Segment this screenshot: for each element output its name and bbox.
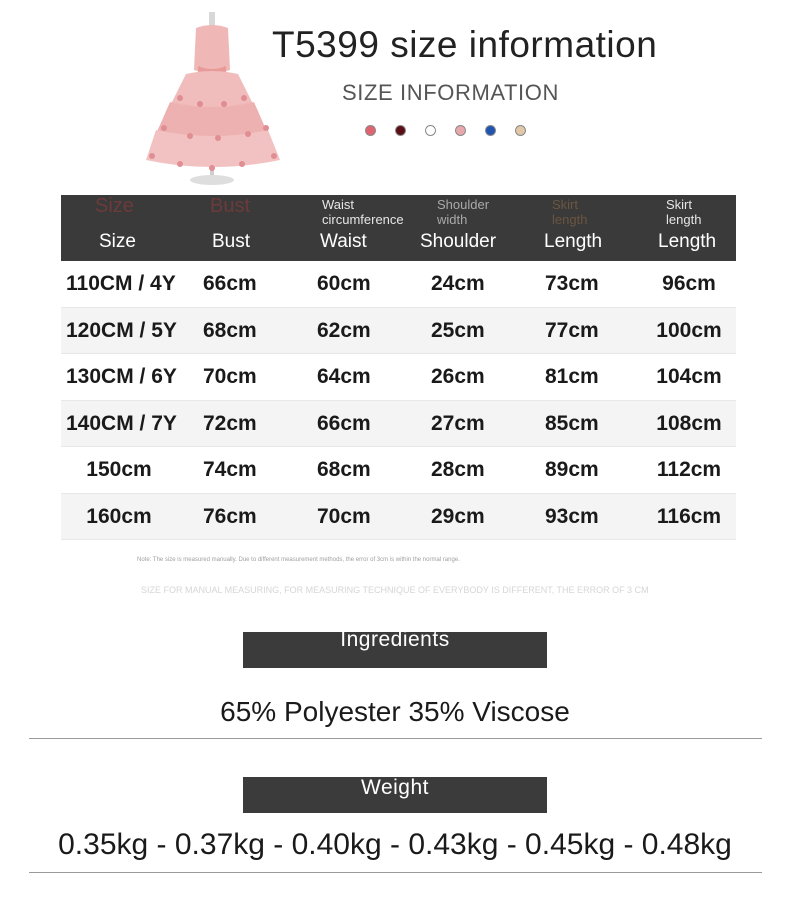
table-cell: 28cm <box>431 458 485 481</box>
header-bust <box>196 195 306 261</box>
table-cell: 66cm <box>317 411 371 435</box>
table-cell: 100cm <box>656 318 722 342</box>
table-cell: 60cm <box>317 272 371 295</box>
header-label: Length <box>544 231 603 252</box>
table-cell: 116cm <box>656 504 722 528</box>
table-cell: 72cm <box>203 411 257 435</box>
weight-band <box>243 777 547 813</box>
table-cell: 24cm <box>431 272 485 295</box>
header-ghost-label: Waist circumference <box>322 197 404 227</box>
page-subtitle: SIZE INFORMATION <box>342 80 559 105</box>
table-row <box>61 308 736 355</box>
table-body <box>61 261 736 540</box>
table-cell: 112cm <box>656 458 722 481</box>
table-cell: 27cm <box>431 411 485 435</box>
table-cell: 93cm <box>545 504 599 528</box>
table-cell: 89cm <box>545 458 599 481</box>
table-cell: 110CM / 4Y <box>66 272 176 295</box>
table-cell: 70cm <box>203 365 257 388</box>
header-ghost-label: Shoulder width <box>437 197 490 227</box>
table-row <box>61 447 736 494</box>
table-cell: 85cm <box>545 411 599 435</box>
weight-value: 0.35kg - 0.37kg - 0.40kg - 0.43kg - 0.45kg - 0.48kg <box>58 828 732 861</box>
table-cell: 25cm <box>431 318 485 342</box>
table-cell: 120CM / 5Y <box>66 318 177 342</box>
divider <box>29 872 762 873</box>
dress-photo <box>140 10 285 188</box>
weight-label: Weight <box>361 776 429 799</box>
table-cell: 64cm <box>317 365 371 388</box>
table-header <box>61 195 736 261</box>
header-shoulder <box>416 195 526 261</box>
table-row <box>61 401 736 448</box>
table-cell: 26cm <box>431 365 485 388</box>
table-cell: 66cm <box>203 272 257 295</box>
header-label: Waist <box>320 231 367 252</box>
measurement-note: Note: The size is measured manually. Due to different measurement methods, the error of 3cm is within the normal range. <box>137 557 460 563</box>
table-cell: 77cm <box>545 318 599 342</box>
table-cell: 104cm <box>656 365 722 388</box>
table-cell: 160cm <box>86 504 152 528</box>
header-ghost-label: Skirt length <box>552 197 588 227</box>
color-swatch <box>425 125 436 136</box>
table-cell: 96cm <box>662 272 716 295</box>
header-length-1 <box>531 195 641 261</box>
color-swatch <box>485 125 496 136</box>
header-ghost-label: Size <box>95 195 134 217</box>
header-size <box>61 195 191 261</box>
table-cell: 73cm <box>545 272 599 295</box>
header-label: Size <box>99 231 136 252</box>
table-cell: 108cm <box>656 411 722 435</box>
page-title: T5399 size information <box>272 24 658 65</box>
header-ghost-label: Skirt length <box>666 197 702 227</box>
table-cell: 68cm <box>203 318 257 342</box>
ingredients-band <box>243 628 547 668</box>
header-length-2 <box>646 195 736 261</box>
table-cell: 76cm <box>203 504 257 528</box>
table-cell: 68cm <box>317 458 371 481</box>
color-swatch <box>395 125 406 136</box>
size-table <box>61 195 736 540</box>
table-cell: 150cm <box>86 458 152 481</box>
table-cell: 29cm <box>431 504 485 528</box>
header-waist <box>316 195 426 261</box>
divider <box>29 738 762 739</box>
measurement-note-faint: SIZE FOR MANUAL MEASURING, FOR MEASURING TECHNIQUE OF EVERYBODY IS DIFFERENT, THE ERROR OF 3 CM <box>141 585 649 595</box>
ingredients-value: 65% Polyester 35% Viscose <box>220 696 570 727</box>
color-swatch <box>365 125 376 136</box>
table-cell: 81cm <box>545 365 599 388</box>
header-ghost-label: Bust <box>210 195 251 217</box>
ingredients-label: Ingredients <box>340 628 450 651</box>
color-swatch <box>455 125 466 136</box>
table-row <box>61 354 736 401</box>
table-cell: 74cm <box>203 458 257 481</box>
header-label: Shoulder <box>420 231 497 252</box>
header-label: Length <box>658 231 717 252</box>
color-swatch <box>515 125 526 136</box>
table-row <box>61 261 736 308</box>
header-label: Bust <box>212 231 251 252</box>
table-cell: 130CM / 6Y <box>66 365 177 388</box>
table-cell: 62cm <box>317 318 371 342</box>
table-row <box>61 494 736 541</box>
table-cell: 70cm <box>317 504 371 528</box>
table-cell: 140CM / 7Y <box>66 411 177 435</box>
